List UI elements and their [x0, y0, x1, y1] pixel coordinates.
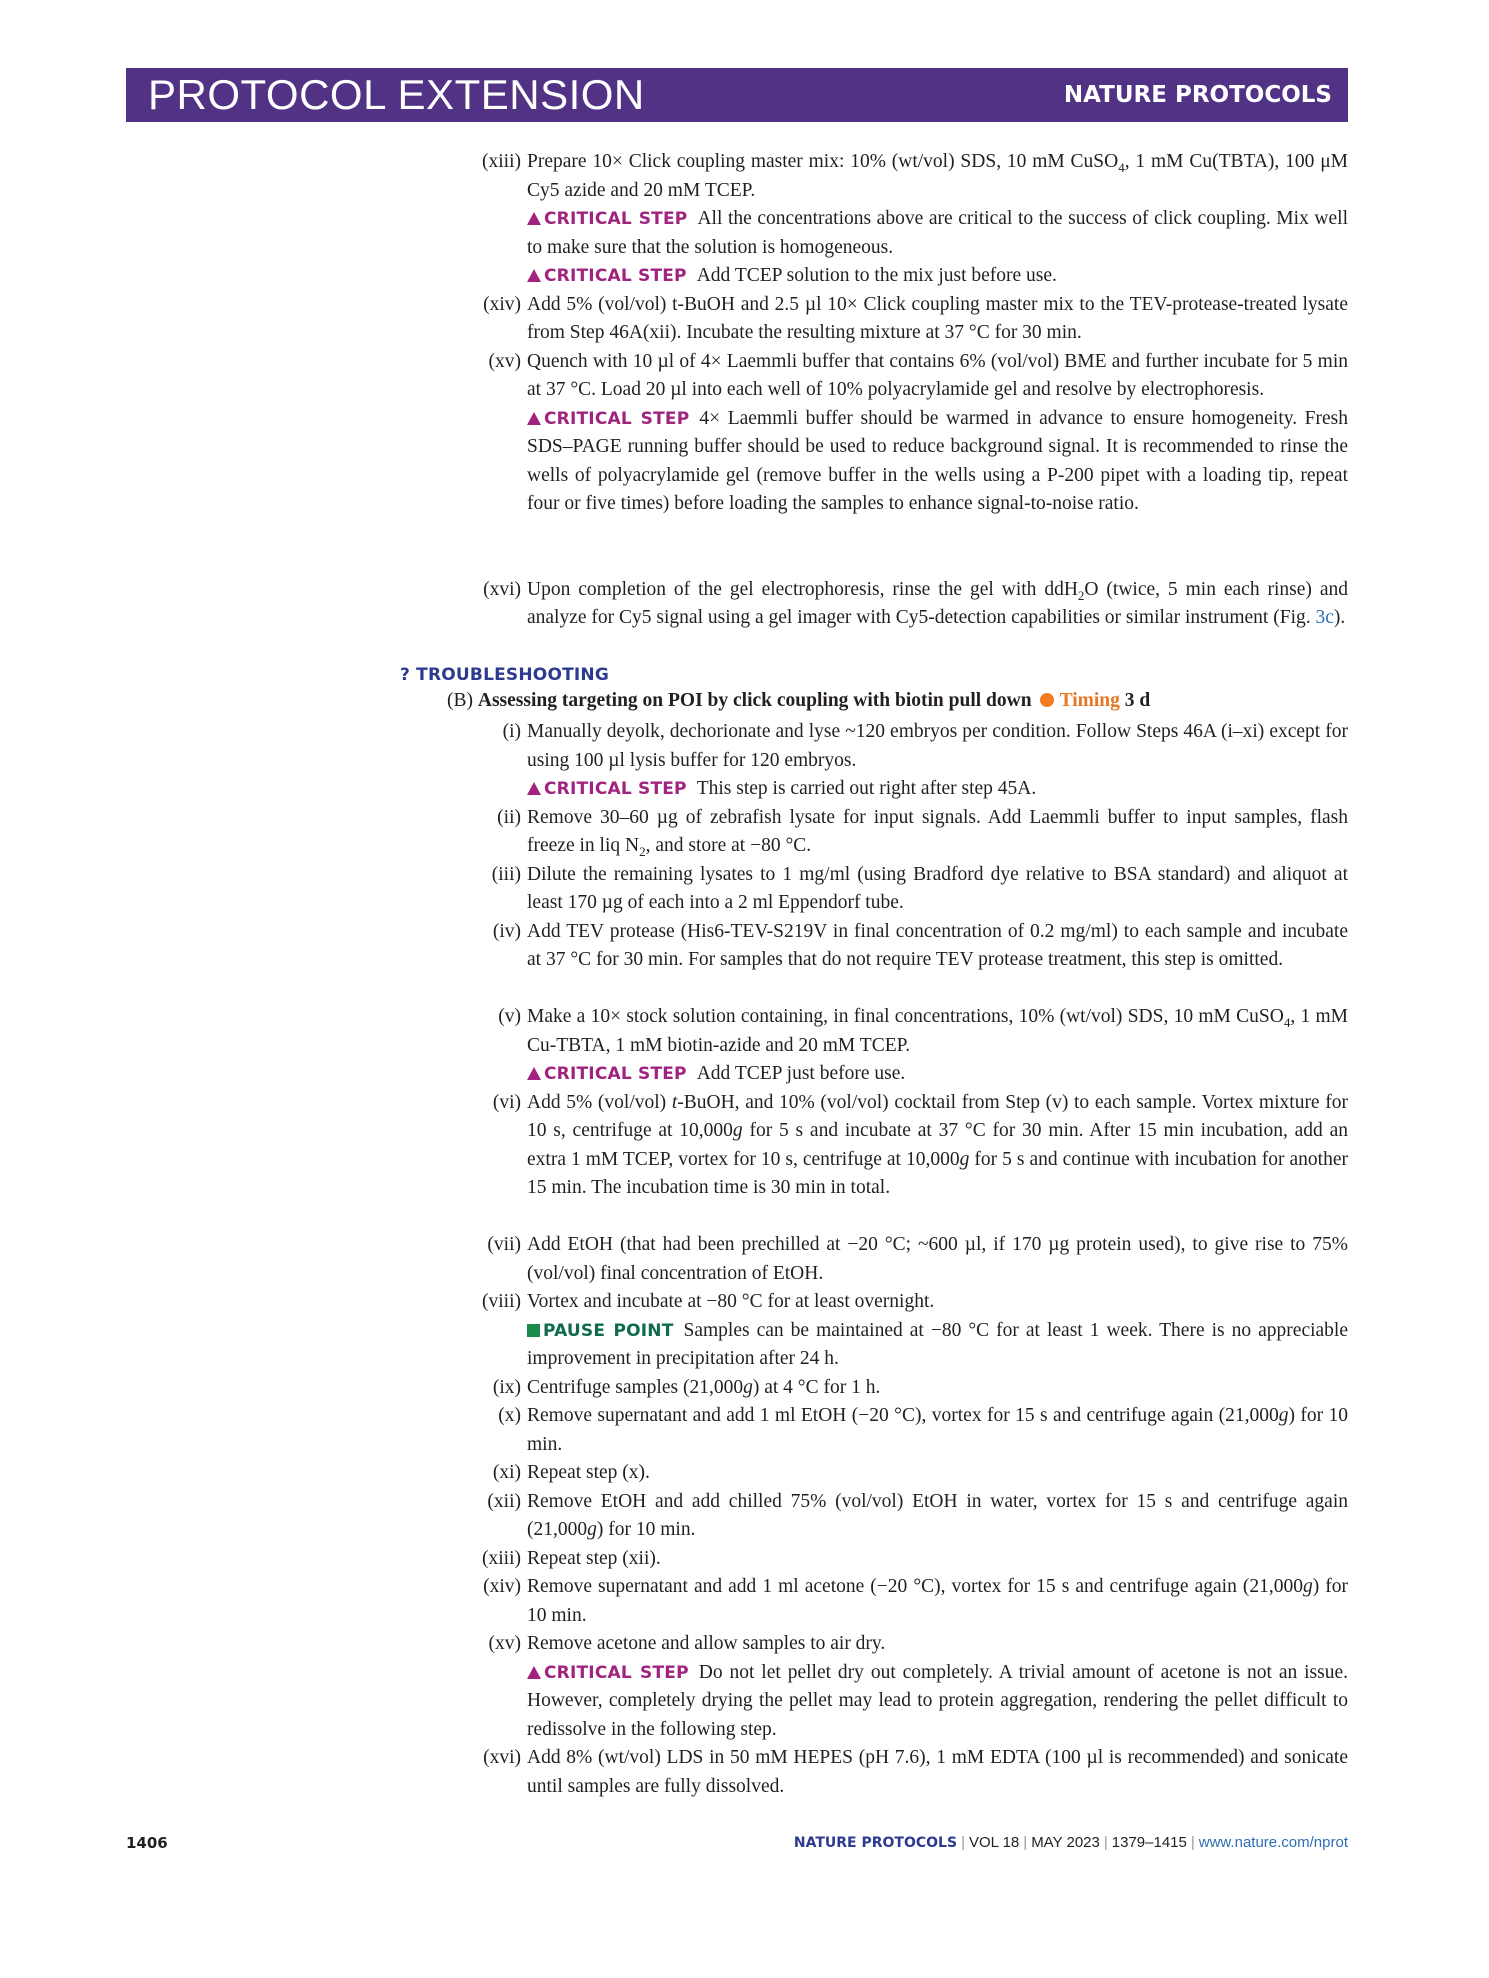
- page-number: 1406: [126, 1834, 168, 1852]
- critical-step-label: CRITICAL STEP: [544, 779, 687, 799]
- warning-triangle-icon: [527, 1666, 541, 1679]
- step-instruction: Remove acetone and allow samples to air dry.: [527, 1633, 886, 1654]
- footer-citation: NATURE PROTOCOLS | VOL 18 | MAY 2023 | 1379–1415 | www.nature.com/nprot: [793, 1834, 1348, 1851]
- step-text: [527, 348, 1348, 519]
- step-text: [527, 1545, 1348, 1574]
- journal-title: NATURE PROTOCOLS: [1063, 82, 1332, 108]
- section-title: PROTOCOL EXTENSION: [148, 71, 645, 118]
- step-instruction: Remove EtOH and add chilled 75% (vol/vol) EtOH in water, vortex for 15 s and centrifuge again (21,000g) for 10 min.: [527, 1490, 1348, 1540]
- step-instruction: Prepare 10× Click coupling master mix: 10% (wt/vol) SDS, 10 mM CuSO$_4$, 1 mM Cu(TBTA), 100 μM Cy5 azide and 20 mM TCEP.: [527, 151, 1348, 201]
- pause-square-icon: [527, 1324, 540, 1337]
- note-text: All the concentrations above are critical to the success of click coupling. Mix well to make sure that the solution is homogeneous.: [527, 208, 1348, 258]
- step-text: [527, 918, 1348, 975]
- step-instruction: Dilute the remaining lysates to 1 mg/ml (using Bradford dye relative to BSA standard) and aliquot at least 170 µg of each into a 2 ml Eppendorf tube.: [527, 863, 1348, 913]
- step-text: [527, 1288, 1348, 1374]
- note-text: 4× Laemmli buffer should be warmed in advance to ensure homogeneity. Fresh SDS–PAGE running buffer should be used to reduce background signal. It is recommended to rinse the wells of polyacrylamide gel (remove buffer in the wells using a P-200 pipet with a loading tip, repeat four or five times) before loading the samples to enhance signal-to-noise ratio.: [527, 407, 1348, 514]
- step-text: [527, 148, 1348, 291]
- troubleshooting-link[interactable]: ? TROUBLESHOOTING: [400, 665, 610, 685]
- step-instruction: Add 8% (wt/vol) LDS in 50 mM HEPES (pH 7.6), 1 mM EDTA (100 µl is recommended) and sonicate until samples are fully dissolved.: [527, 1747, 1348, 1797]
- step-number: (v): [498, 1006, 521, 1027]
- step-instruction: Remove supernatant and add 1 ml acetone (−20 °C), vortex for 15 s and centrifuge again (21,000g) for 10 min.: [527, 1576, 1349, 1626]
- footer-pages: 1379–1415: [1111, 1834, 1187, 1851]
- step-instruction: Add TEV protease (His6-TEV-S219V in final concentration of 0.2 mg/ml) to each sample and incubate at 37 °C for 30 min. For samples that do not require TEV protease treatment, this step is omitted.: [527, 920, 1348, 970]
- step-text: [527, 1374, 1348, 1403]
- note-text: Samples can be maintained at −80 °C for at least 1 week. There is no appreciable improvement in precipitation after 24 h.: [527, 1319, 1349, 1369]
- step-number: (xiv): [483, 1576, 521, 1597]
- step-number: (ii): [497, 806, 521, 828]
- step-text: [527, 576, 1348, 633]
- step-number: (xi): [492, 1462, 521, 1483]
- step-number: (i): [502, 721, 521, 742]
- step-instruction: Centrifuge samples (21,000g) at 4 °C for 1 h.: [527, 1376, 881, 1398]
- timing-label: Timing: [1059, 689, 1120, 711]
- warning-triangle-icon: [527, 782, 541, 795]
- critical-step-note: [527, 1659, 1348, 1745]
- step-instruction: Remove 30–60 µg of zebrafish lysate for input signals. Add Laemmli buffer to input samples, flash freeze in liq $N_2$, and store at −80 °C.: [527, 806, 1348, 859]
- step-text: [527, 1488, 1348, 1545]
- step-instruction: Upon completion of the gel electrophoresis, rinse the gel with ddH$_2$O (twice, 5 min each rinse) and analyze for Cy5 signal using a gel imager with Cy5-detection capabilities or similar instrument (Fig. 3c).: [527, 578, 1348, 628]
- critical-step-label: CRITICAL STEP: [544, 266, 687, 286]
- step-instruction: Add EtOH (that had been prechilled at −20 °C; ~600 µl, if 170 µg protein used), to give rise to 75% (vol/vol) final concentration of EtOH.: [527, 1234, 1348, 1284]
- timing-dot-icon: [1040, 693, 1054, 707]
- warning-triangle-icon: [527, 269, 541, 282]
- step-number: (xv): [488, 1633, 521, 1654]
- step-instruction: Add 5% (vol/vol) t-BuOH and 2.5 µl 10× Click coupling master mix to the TEV-protease-treated lysate from Step 46A(xii). Incubate the resulting mixture at 37 °C for 30 min.: [527, 293, 1348, 343]
- step-number: (xvi): [483, 1747, 521, 1768]
- step-instruction: Remove supernatant and add 1 ml EtOH (−20 °C), vortex for 15 s and centrifuge again (21,000g) for 10 min.: [527, 1405, 1348, 1455]
- note-text: Do not let pellet dry out completely. A trivial amount of acetone is not an issue. However, completely drying the pellet may lead to protein aggregation, rendering the pellet difficult to redissolve in the following step.: [527, 1661, 1349, 1740]
- step-number: (iv): [492, 920, 521, 942]
- critical-step-note: [527, 1060, 1348, 1089]
- step-number: (xv): [488, 350, 521, 372]
- step-instruction: Quench with 10 µl of 4× Laemmli buffer that contains 6% (vol/vol) BME and further incubate for 5 min at 37 °C. Load 20 µl into each well of 10% polyacrylamide gel and resolve by electrophoresis.: [527, 350, 1348, 400]
- step-text: [527, 1231, 1348, 1288]
- step-instruction: Repeat step (x).: [527, 1462, 650, 1483]
- footer-url[interactable]: www.nature.com/nprot: [1198, 1834, 1348, 1851]
- step-number: (xiii): [482, 151, 521, 172]
- note-text: Add TCEP just before use.: [696, 1063, 906, 1084]
- step-number: (x): [498, 1405, 521, 1426]
- step-number: (xvi): [483, 578, 521, 600]
- step-number: (ix): [492, 1376, 521, 1398]
- footer-journal: NATURE PROTOCOLS: [793, 1835, 958, 1851]
- header-bar: [126, 68, 1348, 122]
- step-text: [527, 1402, 1348, 1459]
- step-number: (xiv): [483, 293, 521, 315]
- step-instruction: Add 5% (vol/vol) t-BuOH, and 10% (vol/vol) cocktail from Step (v) to each sample. Vortex mixture for 10 s, centrifuge at 10,000g for 5 s and incubate at 37 °C for 30 min. After 15 min incubation, add an extra 1 mM TCEP, vortex for 10 s, centrifuge at 10,000g for 5 s and continue with incubation for another 15 min. The incubation time is 30 min in total.: [527, 1091, 1348, 1198]
- critical-step-note: [527, 775, 1348, 804]
- timing-value: 3 d: [1119, 689, 1151, 711]
- critical-step-label: CRITICAL STEP: [544, 1064, 687, 1084]
- step-text: [527, 1573, 1348, 1630]
- step-instruction: Make a 10× stock solution containing, in final concentrations, 10% (wt/vol) SDS, 10 mM CuSO$_4$, 1 mM Cu-TBTA, 1 mM biotin-azide and 20 mM TCEP.: [527, 1006, 1348, 1056]
- step-instruction: Vortex and incubate at −80 °C for at least overnight.: [527, 1291, 935, 1312]
- critical-step-note: [527, 405, 1348, 519]
- step-text: [527, 1744, 1348, 1801]
- step-instruction: Repeat step (xii).: [527, 1547, 661, 1569]
- critical-step-note: [527, 205, 1348, 262]
- step-text: [527, 1003, 1348, 1089]
- step-text: [527, 1089, 1348, 1203]
- step-text: [527, 861, 1348, 918]
- critical-step-label: CRITICAL STEP: [544, 1662, 689, 1683]
- note-text: This step is carried out right after step 45A.: [696, 778, 1037, 799]
- step-text: [527, 291, 1348, 348]
- step-text: [527, 718, 1348, 804]
- footer-volume: VOL 18: [968, 1834, 1020, 1851]
- step-number: (vii): [487, 1234, 521, 1255]
- footer-date: MAY 2023: [1031, 1834, 1100, 1851]
- section-title-text: Assessing targeting on POI by click coupling with biotin pull down: [477, 689, 1032, 711]
- step-text: [527, 1459, 1348, 1488]
- critical-step-label: CRITICAL STEP: [544, 209, 688, 229]
- step-text: [527, 1630, 1348, 1744]
- step-number: (viii): [482, 1291, 521, 1312]
- step-number: (vi): [492, 1091, 521, 1113]
- section-heading: (B) Assessing targeting on POI by click coupling with biotin pull down Timing 3 d: [447, 689, 1151, 711]
- critical-step-label: CRITICAL STEP: [544, 408, 690, 429]
- warning-triangle-icon: [527, 212, 541, 225]
- warning-triangle-icon: [527, 1067, 541, 1080]
- pause-point-label: PAUSE POINT: [543, 1320, 674, 1341]
- step-number: (iii): [491, 863, 521, 885]
- note-text: Add TCEP solution to the mix just before use.: [696, 265, 1057, 286]
- step-number: (xii): [487, 1490, 521, 1512]
- warning-triangle-icon: [527, 412, 541, 425]
- step-number: (xiii): [482, 1547, 521, 1569]
- step-instruction: Manually deyolk, dechorionate and lyse ~120 embryos per condition. Follow Steps 46A (i–xi) except for using 100 µl lysis buffer for 120 embryos.: [527, 721, 1348, 771]
- pause-point-note: [527, 1317, 1348, 1374]
- critical-step-note: [527, 262, 1348, 291]
- step-text: [527, 804, 1348, 861]
